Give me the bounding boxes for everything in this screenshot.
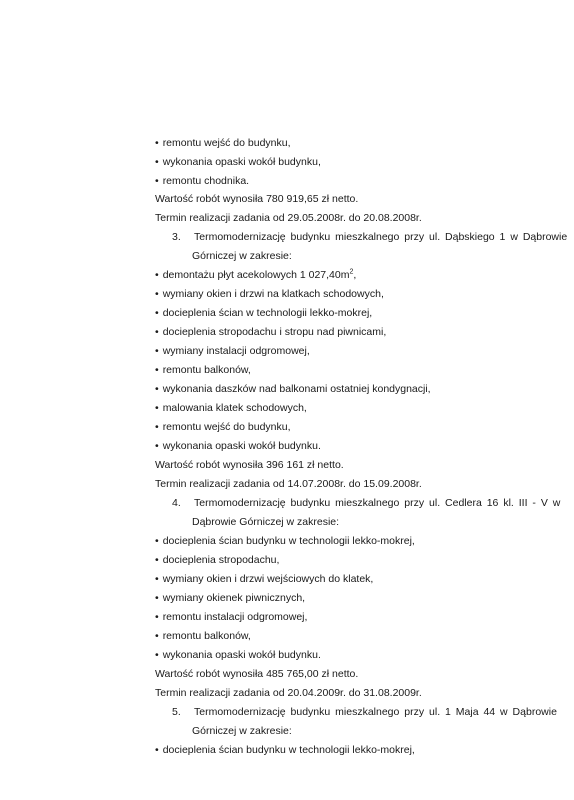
list-item: • docieplenia stropodachu,	[155, 553, 279, 567]
term-line: Termin realizacji zadania od 20.04.2009r. do 31.08.2009r.	[155, 687, 422, 699]
item-number: 4.	[172, 497, 181, 509]
list-item-text: demontażu płyt acekolowych 1 027,40m	[162, 269, 350, 281]
list-item: • docieplenia ścian budynku w technologii lekko-mokrej,	[155, 534, 415, 548]
item-heading	[172, 705, 564, 719]
list-item: • wykonania opaski wokół budynku.	[155, 648, 321, 662]
item-title: Termomodernizację budynku mieszkalnego przy ul. Dąbskiego 1 w Dąbrowie	[194, 231, 568, 243]
item-title-continued: Dąbrowie Górniczej w zakresie:	[192, 516, 340, 528]
list-item: • remontu balkonów,	[155, 629, 251, 643]
superscript: 2	[349, 268, 354, 276]
list-item	[155, 268, 356, 282]
item-title: Termomodernizację budynku mieszkalnego przy ul. Cedlera 16 kl. III - V w	[194, 497, 561, 509]
item-heading	[172, 230, 568, 244]
value-line: Wartość robót wynosiła 485 765,00 zł netto.	[155, 668, 359, 680]
list-item: • remontu wejść do budynku,	[155, 136, 291, 150]
list-item: • wymiany okien i drzwi wejściowych do klatek,	[155, 572, 373, 586]
list-item: • remontu balkonów,	[155, 363, 251, 377]
list-item: • wymiany okienek piwnicznych,	[155, 591, 305, 605]
list-item: • malowania klatek schodowych,	[155, 401, 307, 415]
list-item: • docieplenia stropodachu i stropu nad piwnicami,	[155, 325, 386, 339]
list-item-suffix: ,	[353, 269, 357, 281]
item-title-continued: Górniczej w zakresie:	[192, 250, 292, 262]
list-item: • wykonania opaski wokół budynku.	[155, 439, 321, 453]
list-item: • docieplenia ścian budynku w technologii lekko-mokrej,	[155, 743, 415, 757]
list-item: • remontu chodnika.	[155, 174, 249, 188]
value-line: Wartość robót wynosiła 780 919,65 zł netto.	[155, 193, 359, 205]
term-line: Termin realizacji zadania od 14.07.2008r. do 15.09.2008r.	[155, 478, 422, 490]
term-line: Termin realizacji zadania od 29.05.2008r. do 20.08.2008r.	[155, 212, 422, 224]
list-item: • wymiany instalacji odgromowej,	[155, 344, 310, 358]
item-number: 3.	[172, 231, 181, 243]
list-item: • remontu instalacji odgromowej,	[155, 610, 307, 624]
list-item: • wykonania opaski wokół budynku,	[155, 155, 321, 169]
value-line: Wartość robót wynosiła 396 161 zł netto.	[155, 459, 344, 471]
item-heading	[172, 496, 564, 510]
list-item: • wymiany okien i drzwi na klatkach schodowych,	[155, 287, 384, 301]
item-title-continued: Górniczej w zakresie:	[192, 725, 292, 737]
list-item: • wykonania daszków nad balkonami ostatniej kondygnacji,	[155, 382, 431, 396]
item-title: Termomodernizację budynku mieszkalnego przy ul. 1 Maja 44 w Dąbrowie	[194, 706, 557, 718]
item-number: 5.	[172, 706, 181, 718]
list-item: • docieplenia ścian w technologii lekko-mokrej,	[155, 306, 372, 320]
list-item: • remontu wejść do budynku,	[155, 420, 291, 434]
